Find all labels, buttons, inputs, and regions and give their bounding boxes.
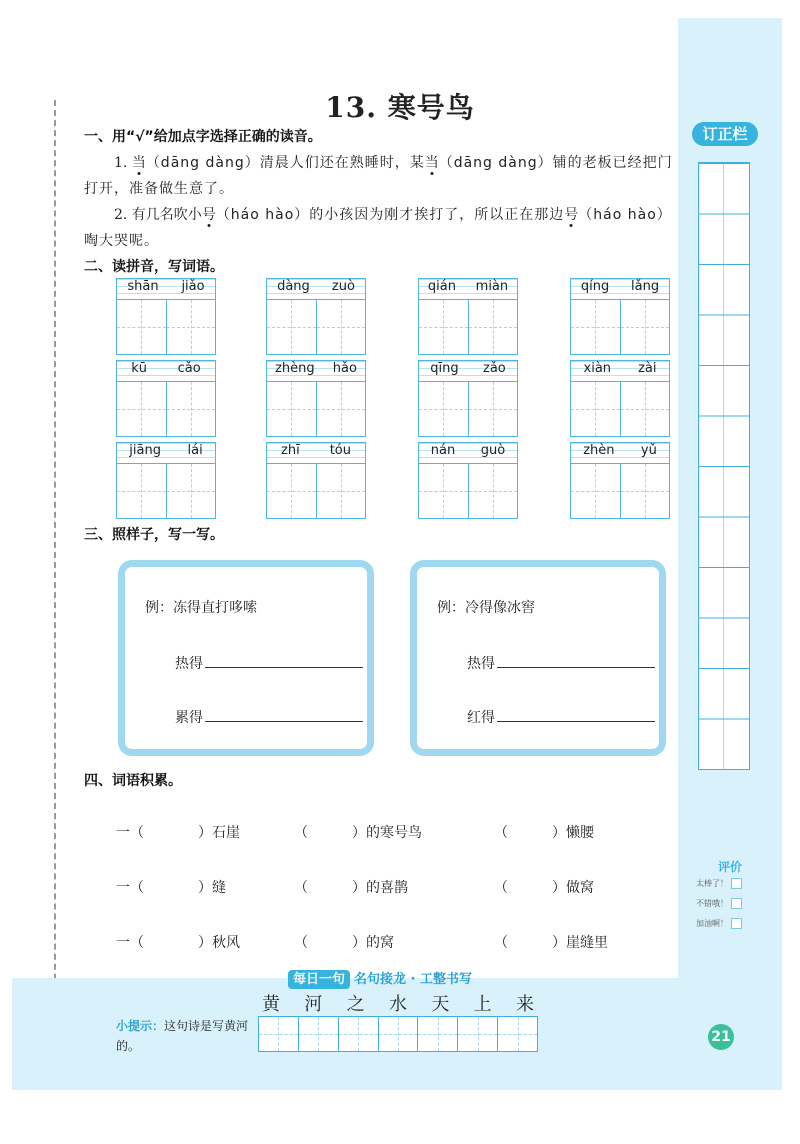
character-cell[interactable] xyxy=(117,300,167,354)
pinyin-word-box[interactable] xyxy=(116,278,216,356)
rating-option[interactable]: 加油啊！ xyxy=(696,918,742,929)
answer-line[interactable] xyxy=(205,721,363,722)
character-cells[interactable] xyxy=(570,381,670,437)
writing-cell[interactable] xyxy=(339,1017,379,1051)
vocab-fragment: ）的喜鹊 xyxy=(352,880,408,896)
vocab-fragment[interactable]: 一（ xyxy=(116,825,144,841)
pinyin-text xyxy=(570,443,670,458)
character-cell[interactable] xyxy=(167,464,216,518)
writing-grid[interactable] xyxy=(258,1016,538,1052)
pinyin-syllable: jiāng xyxy=(129,443,161,458)
pinyin-word-box[interactable] xyxy=(570,278,670,356)
character-cell[interactable] xyxy=(571,464,621,518)
section2-heading: 二、读拼音，写词语。 xyxy=(84,259,224,275)
vocab-fragment: ）做窝 xyxy=(552,880,594,896)
checkbox-icon[interactable] xyxy=(731,898,742,909)
character-cells[interactable] xyxy=(570,299,670,355)
pinyin-syllable: nán xyxy=(430,443,456,458)
pinyin-text xyxy=(266,443,366,458)
character-cell[interactable] xyxy=(267,464,317,518)
example-text: 例：冻得直打哆嗦 xyxy=(145,600,257,616)
pinyin-syllable: zǎo xyxy=(483,361,506,376)
character-cell[interactable] xyxy=(621,382,670,436)
character-cell[interactable] xyxy=(317,464,366,518)
page-title: 13. 寒号鸟 xyxy=(325,91,475,124)
pinyin-text xyxy=(116,443,216,458)
character-cells[interactable] xyxy=(570,463,670,519)
character-cell[interactable] xyxy=(117,464,167,518)
rating-option[interactable]: 太棒了！ xyxy=(696,878,742,889)
poem-character: 来 xyxy=(515,994,534,1015)
section3-heading: 三、照样子，写一写。 xyxy=(84,527,224,543)
pinyin-syllable: kū xyxy=(131,361,148,376)
writing-cell[interactable] xyxy=(299,1017,339,1051)
character-cell[interactable] xyxy=(469,300,518,354)
character-cells[interactable] xyxy=(418,299,518,355)
pinyin-text xyxy=(570,361,670,376)
pinyin-text xyxy=(418,361,518,376)
vocab-fragment[interactable]: 一（ xyxy=(116,880,144,896)
poem-character: 水 xyxy=(388,994,407,1015)
pinyin-text xyxy=(418,279,518,294)
pinyin-word-box[interactable] xyxy=(418,442,518,520)
pinyin-syllable: zhèng xyxy=(275,361,315,376)
pinyin-word-box[interactable] xyxy=(570,360,670,438)
vocab-fragment[interactable]: （ xyxy=(494,935,508,951)
answer-line[interactable] xyxy=(497,667,655,668)
character-cell[interactable] xyxy=(267,300,317,354)
character-cell[interactable] xyxy=(317,300,366,354)
pinyin-syllable: tóu xyxy=(329,443,351,458)
character-cells[interactable] xyxy=(418,381,518,437)
pinyin-word-box[interactable] xyxy=(418,278,518,356)
rating-option[interactable]: 不错哦！ xyxy=(696,898,742,909)
hint: 小提示：这句诗是写黄河的。 xyxy=(116,1019,249,1053)
writing-cell[interactable] xyxy=(498,1017,537,1051)
pinyin-syllable: hǎo xyxy=(332,361,357,376)
vocab-fragment: ）缝 xyxy=(198,880,226,896)
character-cell[interactable] xyxy=(469,464,518,518)
example-box-right xyxy=(410,560,666,756)
pinyin-syllable: zuò xyxy=(331,279,355,294)
vocab-fragment: ）的窝 xyxy=(352,935,394,951)
vocab-fragment: ）石崖 xyxy=(198,825,240,841)
pinyin-syllable: lái xyxy=(187,443,203,458)
pinyin-syllable: zhī xyxy=(281,443,300,458)
pinyin-syllable: qián xyxy=(427,279,456,294)
pinyin-syllable: cǎo xyxy=(177,361,201,376)
pinyin-syllable: shān xyxy=(127,279,159,294)
checkbox-icon[interactable] xyxy=(731,918,742,929)
cut-line xyxy=(54,100,56,1030)
pinyin-text xyxy=(266,361,366,376)
section4-heading: 四、词语积累。 xyxy=(84,773,182,789)
page-number: 21 xyxy=(708,1024,734,1050)
vocab-fragment[interactable]: （ xyxy=(294,935,308,951)
checkbox-icon[interactable] xyxy=(731,878,742,889)
character-cells[interactable] xyxy=(116,381,216,437)
vocab-fragment: ）懒腰 xyxy=(552,825,594,841)
pinyin-syllable: guò xyxy=(480,443,506,458)
pinyin-word-box[interactable] xyxy=(266,442,366,520)
vocab-fragment[interactable]: （ xyxy=(294,825,308,841)
question-2: 2. 有几名吹小号（háo hào）的小孩因为刚才挨打了，所以正在那边号（háo hào）啕大哭呢。 xyxy=(84,207,672,249)
character-cells[interactable] xyxy=(116,299,216,355)
pinyin-syllable: zài xyxy=(638,361,657,376)
pinyin-syllable: xiàn xyxy=(583,361,612,376)
poem-character: 天 xyxy=(431,994,450,1015)
answer-line[interactable] xyxy=(497,721,655,722)
poem-character: 之 xyxy=(346,994,365,1015)
character-cell[interactable] xyxy=(621,300,670,354)
correction-title: 订正栏 xyxy=(692,122,758,146)
character-cells[interactable] xyxy=(418,463,518,519)
pinyin-text xyxy=(266,279,366,294)
pinyin-syllable: qīng xyxy=(430,361,459,376)
pinyin-text xyxy=(570,279,670,294)
character-cells[interactable] xyxy=(266,299,366,355)
character-cell[interactable] xyxy=(167,382,216,436)
daily-sentence-tag: 每日一句 名句接龙 · 工整书写 xyxy=(288,968,472,987)
pinyin-text xyxy=(116,361,216,376)
pinyin-syllable: jiǎo xyxy=(181,279,205,294)
poem-character: 黄 xyxy=(262,994,280,1015)
writing-cell[interactable] xyxy=(259,1017,299,1051)
writing-cell[interactable] xyxy=(379,1017,419,1051)
pinyin-syllable: miàn xyxy=(475,279,509,294)
prompt-label: 红得 xyxy=(467,710,495,726)
section1-heading: 一、用“√”给加点字选择正确的读音。 xyxy=(84,129,322,145)
writing-cell[interactable] xyxy=(458,1017,498,1051)
pinyin-word-box[interactable] xyxy=(116,442,216,520)
answer-line[interactable] xyxy=(205,667,363,668)
pinyin-syllable: yǔ xyxy=(640,443,657,458)
character-cell[interactable] xyxy=(571,382,621,436)
character-cell[interactable] xyxy=(621,464,670,518)
vocab-fragment: ）崖缝里 xyxy=(552,935,608,951)
character-cell[interactable] xyxy=(167,300,216,354)
pinyin-syllable: zhèn xyxy=(583,443,615,458)
pinyin-text xyxy=(116,279,216,294)
pinyin-text xyxy=(418,443,518,458)
vocab-fragment[interactable]: （ xyxy=(494,825,508,841)
pinyin-syllable: dàng xyxy=(277,279,310,294)
question-1: 1. 当（dāng dàng）清晨人们还在熟睡时，某当（dāng dàng）铺的老板已经把门打开，准备做生意了。 xyxy=(84,155,673,197)
character-cell[interactable] xyxy=(267,382,317,436)
pinyin-word-box[interactable] xyxy=(116,360,216,438)
pinyin-word-box[interactable] xyxy=(418,360,518,438)
pinyin-syllable: lǎng xyxy=(631,279,660,294)
character-cell[interactable] xyxy=(469,382,518,436)
character-cell[interactable] xyxy=(571,300,621,354)
character-cells[interactable] xyxy=(266,381,366,437)
character-cell[interactable] xyxy=(117,382,167,436)
poem-character: 上 xyxy=(473,994,492,1015)
correction-grid[interactable] xyxy=(698,162,750,770)
writing-cell[interactable] xyxy=(418,1017,458,1051)
prompt-label: 累得 xyxy=(175,710,203,726)
rating-title: 评价 xyxy=(718,860,743,874)
vocab-fragment: ）的寒号鸟 xyxy=(352,825,422,841)
pinyin-word-box[interactable] xyxy=(266,278,366,356)
character-cells[interactable] xyxy=(116,463,216,519)
vocab-fragment[interactable]: （ xyxy=(494,880,508,896)
pinyin-word-box[interactable] xyxy=(570,442,670,520)
vocab-fragment[interactable]: （ xyxy=(294,880,308,896)
character-cell[interactable] xyxy=(419,300,469,354)
character-cells[interactable] xyxy=(266,463,366,519)
character-cell[interactable] xyxy=(317,382,366,436)
poem-line xyxy=(258,990,538,1016)
character-cell[interactable] xyxy=(419,382,469,436)
character-cell[interactable] xyxy=(419,464,469,518)
example-text: 例：冷得像冰窖 xyxy=(437,600,535,616)
vocab-fragment: ）秋风 xyxy=(198,935,240,951)
example-box-left xyxy=(118,560,374,756)
pinyin-word-box[interactable] xyxy=(266,360,366,438)
pinyin-syllable: qíng xyxy=(580,279,610,294)
poem-character: 河 xyxy=(304,994,323,1015)
vocab-fragment[interactable]: 一（ xyxy=(116,935,144,951)
prompt-label: 热得 xyxy=(175,656,203,672)
prompt-label: 热得 xyxy=(467,656,495,672)
